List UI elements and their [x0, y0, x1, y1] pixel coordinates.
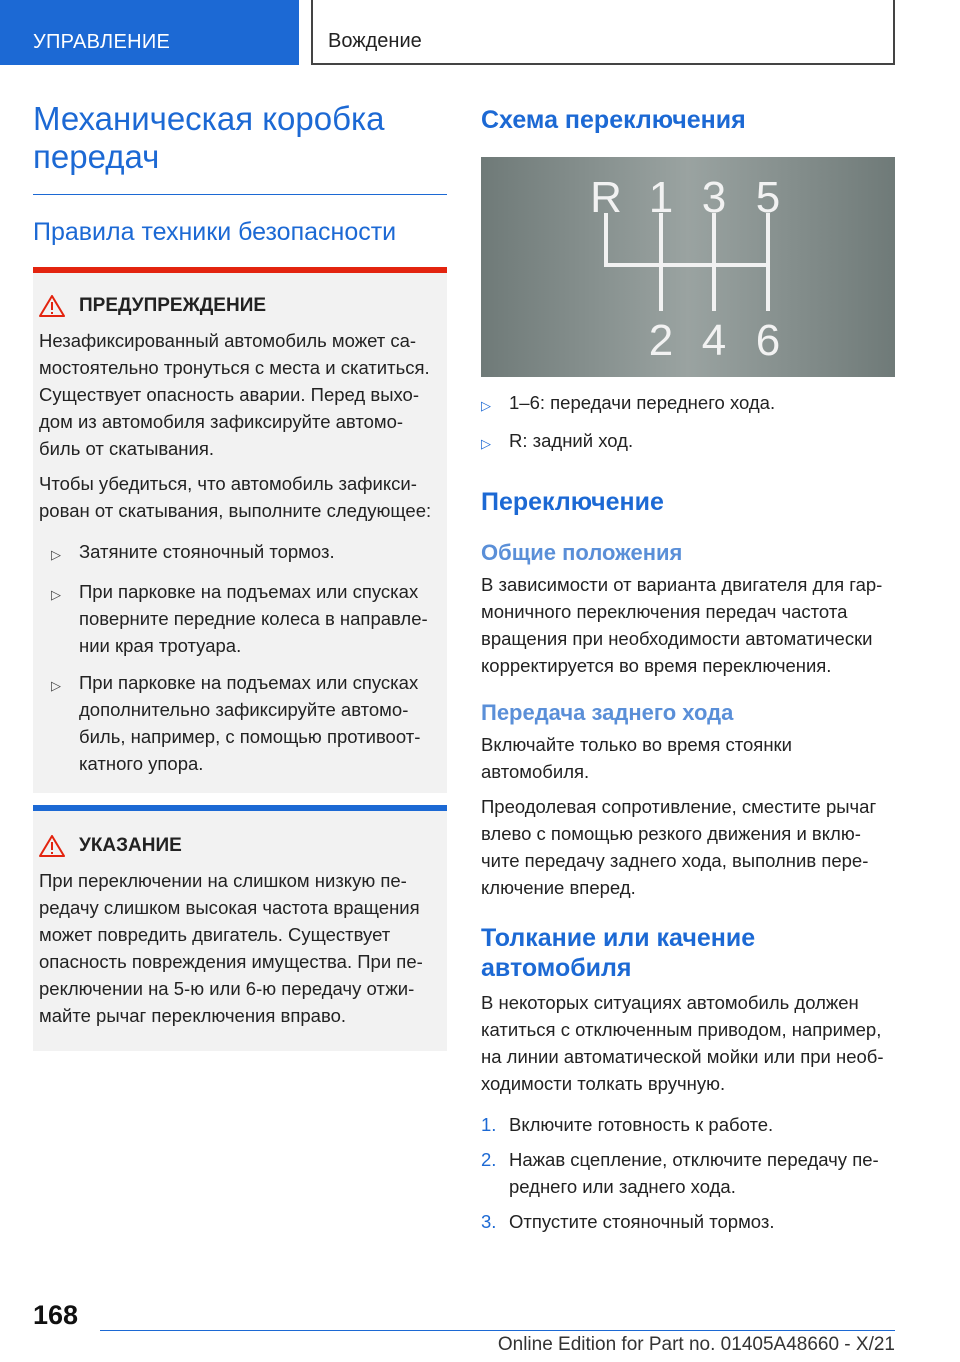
- warning-box: [33, 267, 447, 793]
- gear-label-6: 6: [755, 316, 781, 365]
- note-title: [39, 835, 437, 857]
- chapter-title: Вождение: [311, 0, 895, 65]
- bullet-triangle-icon: ▷: [51, 678, 61, 693]
- step-item: 1. Включите готовность к работе.: [481, 1114, 774, 1135]
- gear-label-5: 5: [755, 173, 781, 222]
- list-item: ▷ R: задний ход.: [481, 427, 895, 457]
- gear-label-1: 1: [648, 173, 674, 222]
- note-label: УКАЗАНИЕ: [79, 835, 182, 856]
- list-item: ▷ При парковке на подъемах или спусках дополнительно зафиксируйте автомо- биль, например, с помощью противоот- катного упора.: [39, 669, 437, 777]
- shift-pattern-graphic: [481, 157, 895, 377]
- reverse-paragraph-1: Включайте только во время стоянки автомобиля.: [481, 734, 792, 782]
- gear-label-4: 4: [701, 316, 727, 365]
- section-tab: УПРАВЛЕНИЕ: [0, 0, 299, 65]
- title-divider: [33, 194, 447, 195]
- warning-label: ПРЕДУПРЕЖДЕНИЕ: [79, 295, 267, 316]
- page-number: 168: [33, 1300, 79, 1330]
- shift-heading: Переключение: [481, 488, 664, 516]
- list-item: ▷ Затяните стояночный тормоз.: [39, 538, 437, 568]
- bullet-triangle-icon: ▷: [481, 436, 491, 451]
- step-item: 3. Отпустите стояночный тормоз.: [481, 1211, 775, 1232]
- bullet-triangle-icon: ▷: [481, 398, 491, 413]
- right-column: [481, 100, 895, 1235]
- warning-paragraph-1: Незафиксированный автомобиль может са- мостоятельно тронуться с места и скатиться. Существует опасность аварии. Перед выхо- дом из автомобиля зафиксируйте автомо- биль от скатывания.: [39, 330, 430, 459]
- list-item: ▷ При парковке на подъемах или спусках поверните передние колеса в направле- нии края тротуара.: [39, 578, 437, 659]
- note-box: [33, 805, 447, 1051]
- warning-title: [39, 295, 437, 317]
- push-paragraph: В некоторых ситуациях автомобиль должен катиться с отключенным приводом, например, на линии автоматической мойки или при необ- ходимости толкать вручную.: [481, 992, 884, 1094]
- reverse-heading: Передача заднего хода: [481, 700, 734, 725]
- step-item: 2. Нажав сцепление, отключите передачу пе- реднего или заднего хода.: [481, 1149, 879, 1197]
- left-column: [33, 100, 447, 1051]
- page-title: Механическая коробка передач: [33, 100, 385, 175]
- note-paragraph: При переключении на слишком низкую пе- редачу слишком высокая частота вращения может повредить двигатель. Существует опасность повреждения имущества. При пе- реключении на 5-ю или 6-ю передачу отжи- майте рычаг переключения вправо.: [39, 870, 423, 1026]
- bullet-triangle-icon: ▷: [51, 547, 61, 562]
- gear-shift-diagram: [481, 157, 895, 377]
- safety-heading: Правила техники безопасности: [33, 218, 397, 246]
- caution-triangle-icon: [39, 835, 65, 857]
- gear-label-r: R: [590, 173, 622, 222]
- gear-label-2: 2: [648, 316, 674, 365]
- reverse-paragraph-2: Преодолевая сопротивление, сместите рычаг влево с помощью резкого движения и вклю- чите передачу заднего хода, выполнив пере- ключение вперед.: [481, 796, 877, 898]
- footer-divider: [100, 1330, 895, 1331]
- general-heading: Общие положения: [481, 540, 683, 565]
- push-heading: Толкание или качение автомобиля: [481, 924, 756, 982]
- warning-paragraph-2: Чтобы убедиться, что автомобиль зафикси- рован от скатывания, выполните следующее:: [39, 473, 432, 521]
- bullet-triangle-icon: ▷: [51, 587, 61, 602]
- scheme-heading: Схема переключения: [481, 106, 746, 134]
- edition-note: Online Edition for Part no. 01405A48660 - X/21: [497, 1334, 895, 1355]
- general-paragraph: В зависимости от варианта двигателя для гар- моничного переключения передач частота вращения при необходимости автоматически корректируется во время переключения.: [481, 574, 883, 676]
- warning-triangle-icon: [39, 295, 65, 317]
- gear-label-3: 3: [701, 173, 727, 222]
- list-item: ▷ 1–6: передачи переднего хода.: [481, 389, 895, 419]
